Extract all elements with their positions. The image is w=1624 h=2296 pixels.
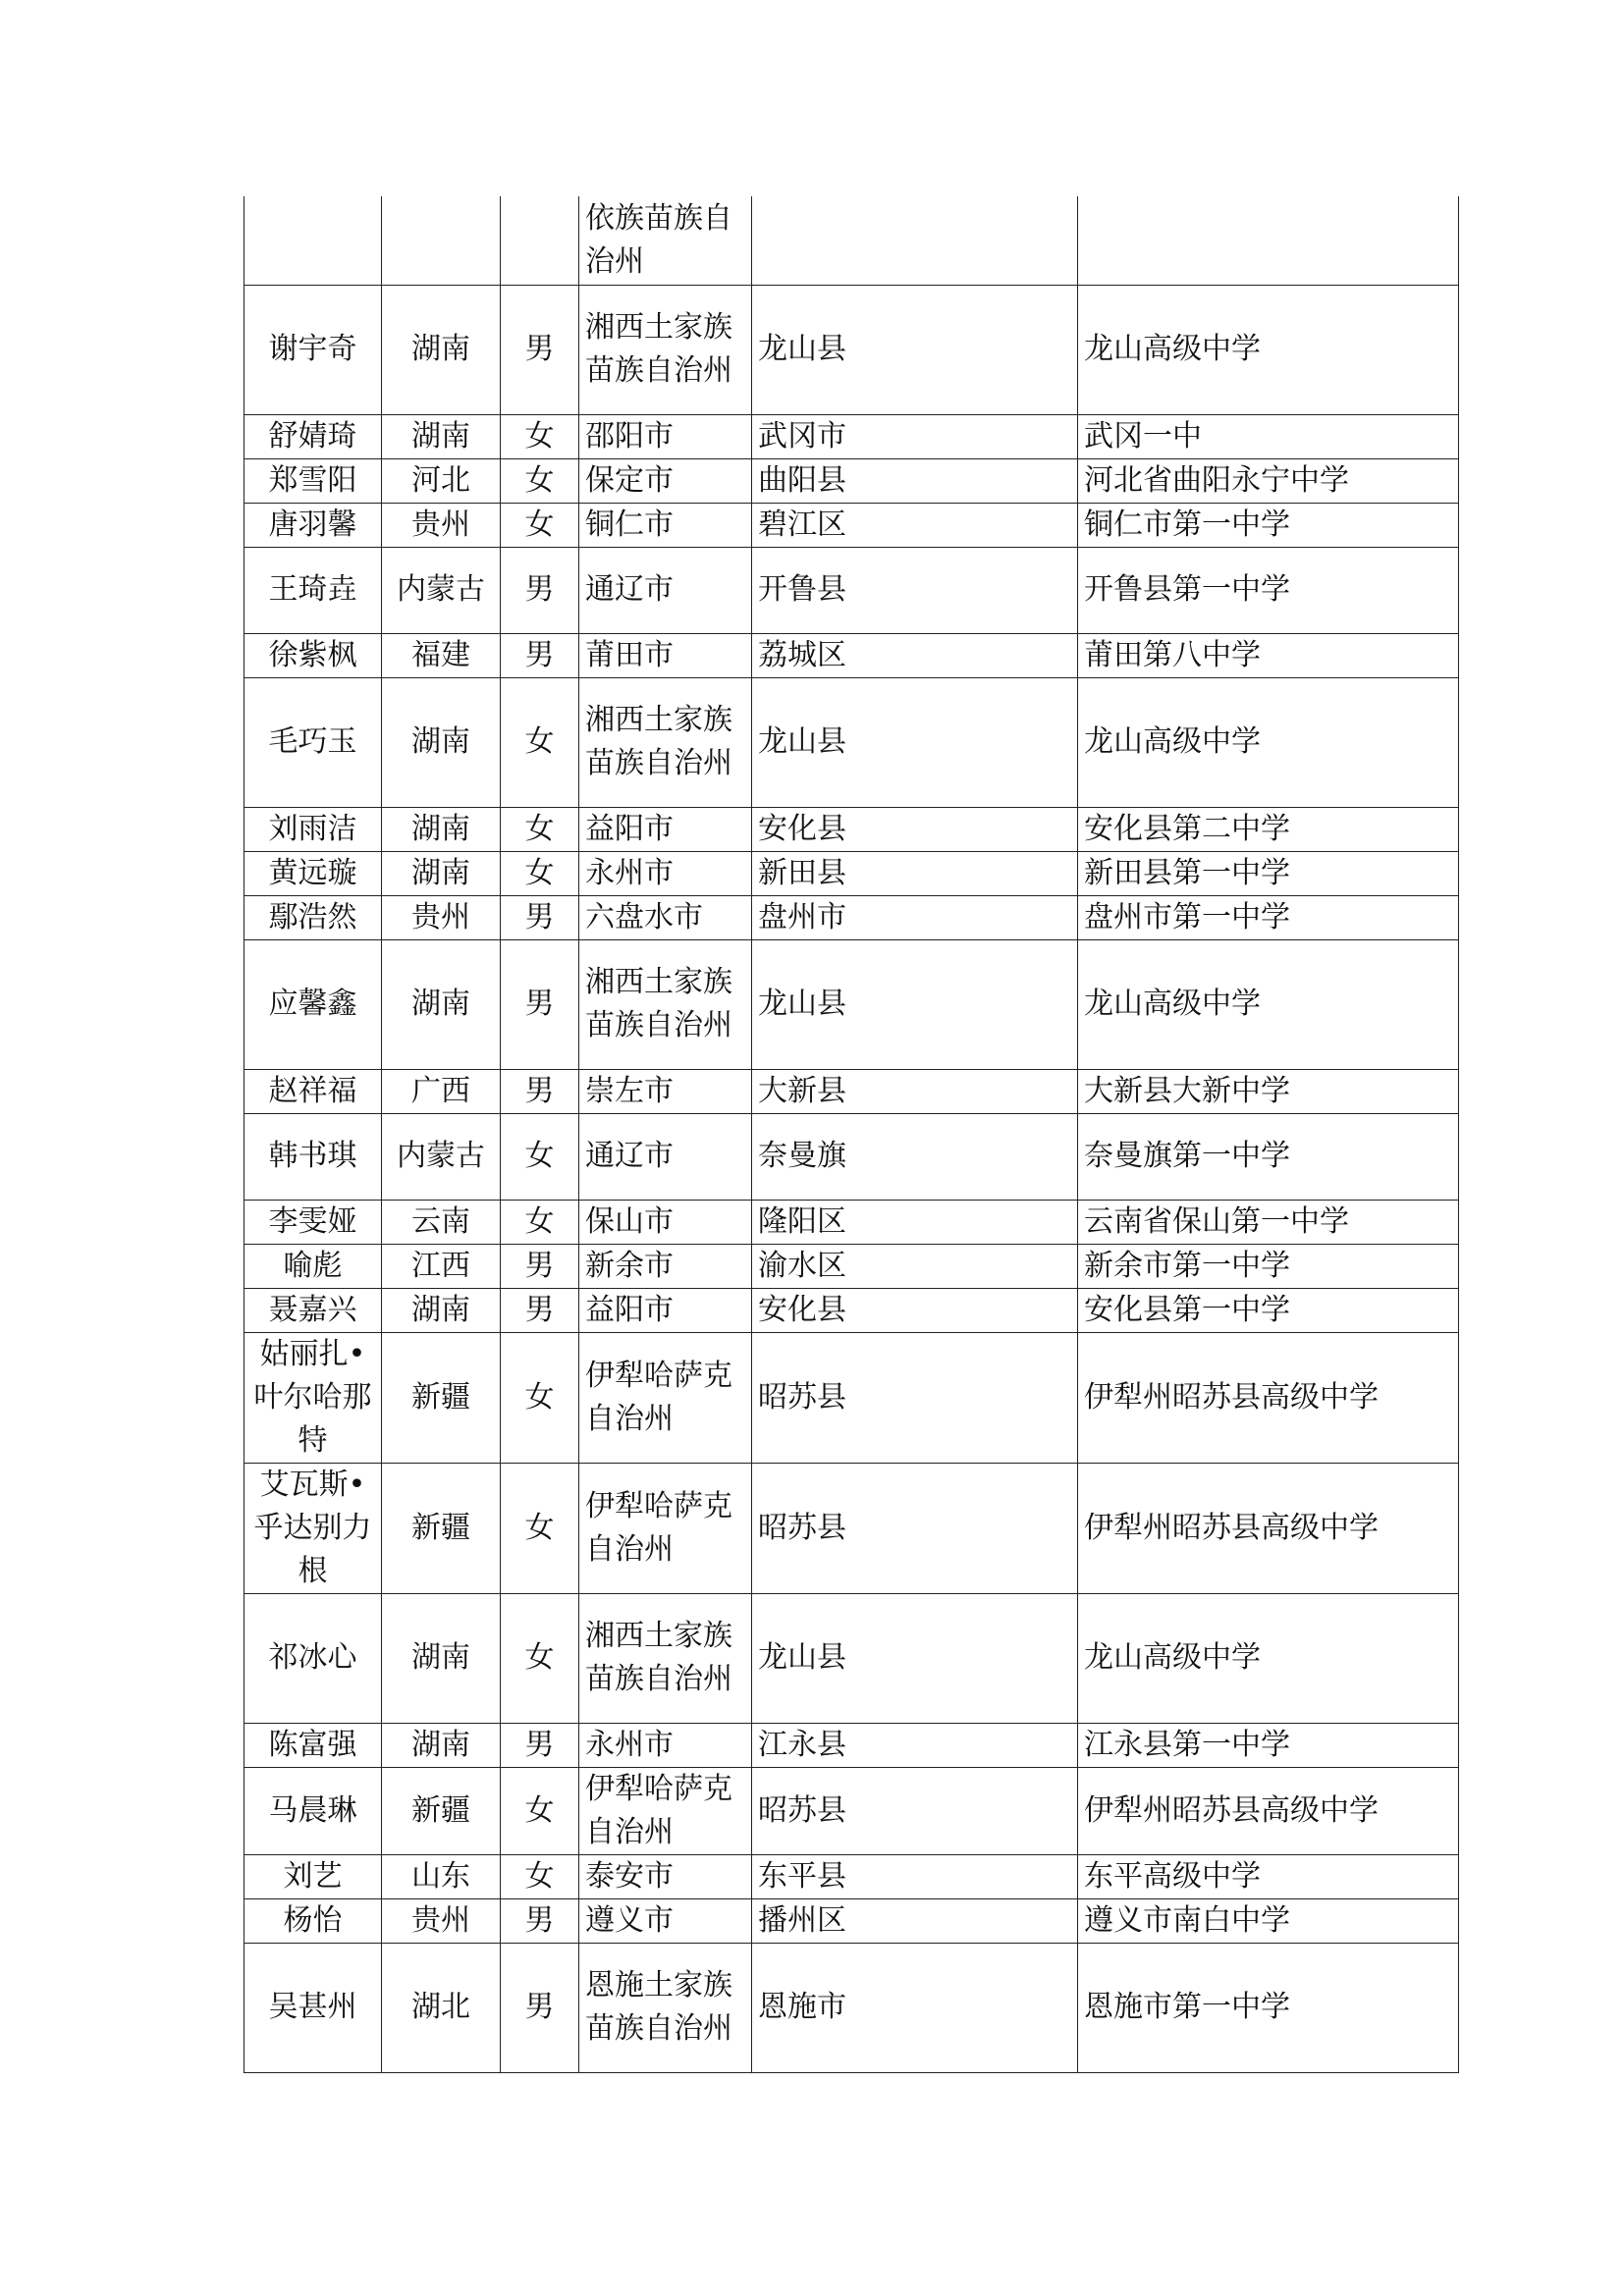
- table-row: [244, 1288, 1459, 1332]
- table-row: [244, 1898, 1459, 1943]
- cell-sex: 男: [501, 939, 579, 1069]
- table-row: [244, 458, 1459, 503]
- cell-sex: 女: [501, 1113, 579, 1200]
- cell-province: 江西: [382, 1244, 501, 1288]
- cell-county: 恩施市: [752, 1943, 1078, 2072]
- cell-province: 山东: [382, 1854, 501, 1898]
- cell-sex: 男: [501, 1943, 579, 2072]
- cell-school: 恩施市第一中学: [1078, 1943, 1459, 2072]
- cell-province: 新疆: [382, 1767, 501, 1854]
- table-row: [244, 1854, 1459, 1898]
- cell-school: 奈曼旗第一中学: [1078, 1113, 1459, 1200]
- cell-prefecture: 六盘水市: [579, 895, 752, 939]
- cell-prefecture: 恩施土家族苗族自治州: [579, 1943, 752, 2072]
- cell-province: 新疆: [382, 1332, 501, 1463]
- cell-name: 谢宇奇: [244, 285, 382, 414]
- cell-school: 安化县第二中学: [1078, 807, 1459, 851]
- cell-prefecture: 通辽市: [579, 547, 752, 633]
- cell-county: 昭苏县: [752, 1332, 1078, 1463]
- cell-province: 湖南: [382, 414, 501, 458]
- cell-name: 王琦垚: [244, 547, 382, 633]
- cell-name: 黄远璇: [244, 851, 382, 895]
- cell-school: 龙山高级中学: [1078, 285, 1459, 414]
- cell-sex: 男: [501, 285, 579, 414]
- cell-prefecture: 邵阳市: [579, 414, 752, 458]
- cell-school: 新余市第一中学: [1078, 1244, 1459, 1288]
- table-row: [244, 1943, 1459, 2072]
- cell-sex: 男: [501, 895, 579, 939]
- cell-sex: 女: [501, 851, 579, 895]
- cell-name: 赵祥福: [244, 1069, 382, 1113]
- cell-name: 鄢浩然: [244, 895, 382, 939]
- cell-school: 遵义市南白中学: [1078, 1898, 1459, 1943]
- table-row: [244, 895, 1459, 939]
- cell-county: 东平县: [752, 1854, 1078, 1898]
- cell-sex: 女: [501, 1593, 579, 1723]
- cell-county: 播州区: [752, 1898, 1078, 1943]
- cell-school: 江永县第一中学: [1078, 1723, 1459, 1767]
- cell-prefecture: 湘西土家族苗族自治州: [579, 677, 752, 807]
- cell-province: 湖南: [382, 939, 501, 1069]
- cell-sex: 女: [501, 807, 579, 851]
- cell-province: 贵州: [382, 895, 501, 939]
- cell-school: 武冈一中: [1078, 414, 1459, 458]
- table-row: [244, 1200, 1459, 1244]
- cell-county: 碧江区: [752, 503, 1078, 547]
- cell-province: 新疆: [382, 1463, 501, 1593]
- cell-county: 江永县: [752, 1723, 1078, 1767]
- cell-prefecture: 湘西土家族苗族自治州: [579, 1593, 752, 1723]
- cell-sex: 男: [501, 1069, 579, 1113]
- cell-name: 祁冰心: [244, 1593, 382, 1723]
- cell-prefecture: 益阳市: [579, 807, 752, 851]
- cell-county: 曲阳县: [752, 458, 1078, 503]
- cell-province: 湖南: [382, 1593, 501, 1723]
- cell-name: 舒婧琦: [244, 414, 382, 458]
- cell-school: [1078, 196, 1459, 285]
- cell-name: 马晨琳: [244, 1767, 382, 1854]
- cell-sex: 男: [501, 1244, 579, 1288]
- cell-county: 新田县: [752, 851, 1078, 895]
- cell-county: 龙山县: [752, 285, 1078, 414]
- cell-sex: 男: [501, 1723, 579, 1767]
- table-row: [244, 1593, 1459, 1723]
- cell-prefecture: 永州市: [579, 1723, 752, 1767]
- cell-prefecture: 遵义市: [579, 1898, 752, 1943]
- cell-sex: 男: [501, 633, 579, 677]
- cell-province: 内蒙古: [382, 1113, 501, 1200]
- cell-prefecture: 永州市: [579, 851, 752, 895]
- cell-name: 姑丽扎•叶尔哈那特: [244, 1332, 382, 1463]
- cell-name: 徐紫枫: [244, 633, 382, 677]
- cell-school: 盘州市第一中学: [1078, 895, 1459, 939]
- cell-prefecture: 新余市: [579, 1244, 752, 1288]
- cell-province: 湖南: [382, 851, 501, 895]
- cell-county: 开鲁县: [752, 547, 1078, 633]
- cell-county: 龙山县: [752, 939, 1078, 1069]
- cell-name: 艾瓦斯•乎达别力根: [244, 1463, 382, 1593]
- cell-prefecture: 保定市: [579, 458, 752, 503]
- cell-school: 新田县第一中学: [1078, 851, 1459, 895]
- cell-school: 伊犁州昭苏县高级中学: [1078, 1332, 1459, 1463]
- cell-school: 云南省保山第一中学: [1078, 1200, 1459, 1244]
- cell-name: 毛巧玉: [244, 677, 382, 807]
- cell-prefecture: 依族苗族自治州: [579, 196, 752, 285]
- table-row: [244, 196, 1459, 285]
- cell-province: 内蒙古: [382, 547, 501, 633]
- cell-province: [382, 196, 501, 285]
- cell-school: 东平高级中学: [1078, 1854, 1459, 1898]
- table-row: [244, 677, 1459, 807]
- cell-name: 唐羽馨: [244, 503, 382, 547]
- cell-prefecture: 铜仁市: [579, 503, 752, 547]
- cell-county: 大新县: [752, 1069, 1078, 1113]
- cell-county: 龙山县: [752, 1593, 1078, 1723]
- table-row: [244, 633, 1459, 677]
- cell-prefecture: 益阳市: [579, 1288, 752, 1332]
- cell-name: 李雯娅: [244, 1200, 382, 1244]
- cell-sex: 女: [501, 458, 579, 503]
- table-row: [244, 1767, 1459, 1854]
- cell-sex: 女: [501, 1767, 579, 1854]
- table-row: [244, 285, 1459, 414]
- roster-body: [244, 196, 1459, 2072]
- table-row: [244, 547, 1459, 633]
- cell-name: 刘雨洁: [244, 807, 382, 851]
- table-row: [244, 851, 1459, 895]
- student-roster-table: [244, 196, 1459, 2073]
- cell-name: 聂嘉兴: [244, 1288, 382, 1332]
- cell-county: [752, 196, 1078, 285]
- cell-province: 湖南: [382, 807, 501, 851]
- cell-school: 铜仁市第一中学: [1078, 503, 1459, 547]
- cell-province: 福建: [382, 633, 501, 677]
- cell-county: 武冈市: [752, 414, 1078, 458]
- cell-name: 杨怡: [244, 1898, 382, 1943]
- cell-sex: [501, 196, 579, 285]
- cell-province: 湖南: [382, 285, 501, 414]
- cell-name: 刘艺: [244, 1854, 382, 1898]
- cell-county: 昭苏县: [752, 1463, 1078, 1593]
- cell-sex: 女: [501, 1200, 579, 1244]
- table-row: [244, 1069, 1459, 1113]
- cell-prefecture: 泰安市: [579, 1854, 752, 1898]
- table-row: [244, 1244, 1459, 1288]
- cell-prefecture: 崇左市: [579, 1069, 752, 1113]
- cell-sex: 男: [501, 1898, 579, 1943]
- cell-school: 伊犁州昭苏县高级中学: [1078, 1767, 1459, 1854]
- cell-sex: 女: [501, 1463, 579, 1593]
- cell-name: 吴甚州: [244, 1943, 382, 2072]
- cell-county: 盘州市: [752, 895, 1078, 939]
- cell-province: 广西: [382, 1069, 501, 1113]
- cell-school: 开鲁县第一中学: [1078, 547, 1459, 633]
- cell-province: 湖南: [382, 677, 501, 807]
- table-row: [244, 503, 1459, 547]
- cell-sex: 女: [501, 1332, 579, 1463]
- cell-prefecture: 伊犁哈萨克自治州: [579, 1463, 752, 1593]
- cell-province: 云南: [382, 1200, 501, 1244]
- cell-name: [244, 196, 382, 285]
- cell-sex: 女: [501, 503, 579, 547]
- cell-province: 湖南: [382, 1723, 501, 1767]
- cell-sex: 男: [501, 1288, 579, 1332]
- cell-county: 隆阳区: [752, 1200, 1078, 1244]
- cell-name: 应馨鑫: [244, 939, 382, 1069]
- cell-school: 龙山高级中学: [1078, 677, 1459, 807]
- cell-province: 湖北: [382, 1943, 501, 2072]
- cell-school: 大新县大新中学: [1078, 1069, 1459, 1113]
- cell-county: 安化县: [752, 807, 1078, 851]
- cell-province: 河北: [382, 458, 501, 503]
- table-row: [244, 1332, 1459, 1463]
- cell-school: 莆田第八中学: [1078, 633, 1459, 677]
- cell-name: 陈富强: [244, 1723, 382, 1767]
- cell-sex: 女: [501, 414, 579, 458]
- table-row: [244, 1113, 1459, 1200]
- table-row: [244, 807, 1459, 851]
- cell-prefecture: 湘西土家族苗族自治州: [579, 285, 752, 414]
- cell-province: 贵州: [382, 1898, 501, 1943]
- cell-county: 奈曼旗: [752, 1113, 1078, 1200]
- cell-school: 伊犁州昭苏县高级中学: [1078, 1463, 1459, 1593]
- table-row: [244, 939, 1459, 1069]
- cell-sex: 男: [501, 547, 579, 633]
- table-row: [244, 1723, 1459, 1767]
- table-row: [244, 1463, 1459, 1593]
- cell-county: 安化县: [752, 1288, 1078, 1332]
- cell-school: 安化县第一中学: [1078, 1288, 1459, 1332]
- cell-sex: 女: [501, 1854, 579, 1898]
- cell-prefecture: 伊犁哈萨克自治州: [579, 1332, 752, 1463]
- cell-county: 昭苏县: [752, 1767, 1078, 1854]
- cell-school: 龙山高级中学: [1078, 1593, 1459, 1723]
- cell-school: 河北省曲阳永宁中学: [1078, 458, 1459, 503]
- cell-prefecture: 通辽市: [579, 1113, 752, 1200]
- cell-province: 湖南: [382, 1288, 501, 1332]
- cell-name: 韩书琪: [244, 1113, 382, 1200]
- cell-name: 喻彪: [244, 1244, 382, 1288]
- cell-prefecture: 湘西土家族苗族自治州: [579, 939, 752, 1069]
- cell-province: 贵州: [382, 503, 501, 547]
- cell-sex: 女: [501, 677, 579, 807]
- cell-county: 龙山县: [752, 677, 1078, 807]
- cell-county: 渝水区: [752, 1244, 1078, 1288]
- cell-prefecture: 保山市: [579, 1200, 752, 1244]
- cell-school: 龙山高级中学: [1078, 939, 1459, 1069]
- table-row: [244, 414, 1459, 458]
- cell-county: 荔城区: [752, 633, 1078, 677]
- cell-name: 郑雪阳: [244, 458, 382, 503]
- cell-prefecture: 伊犁哈萨克自治州: [579, 1767, 752, 1854]
- cell-prefecture: 莆田市: [579, 633, 752, 677]
